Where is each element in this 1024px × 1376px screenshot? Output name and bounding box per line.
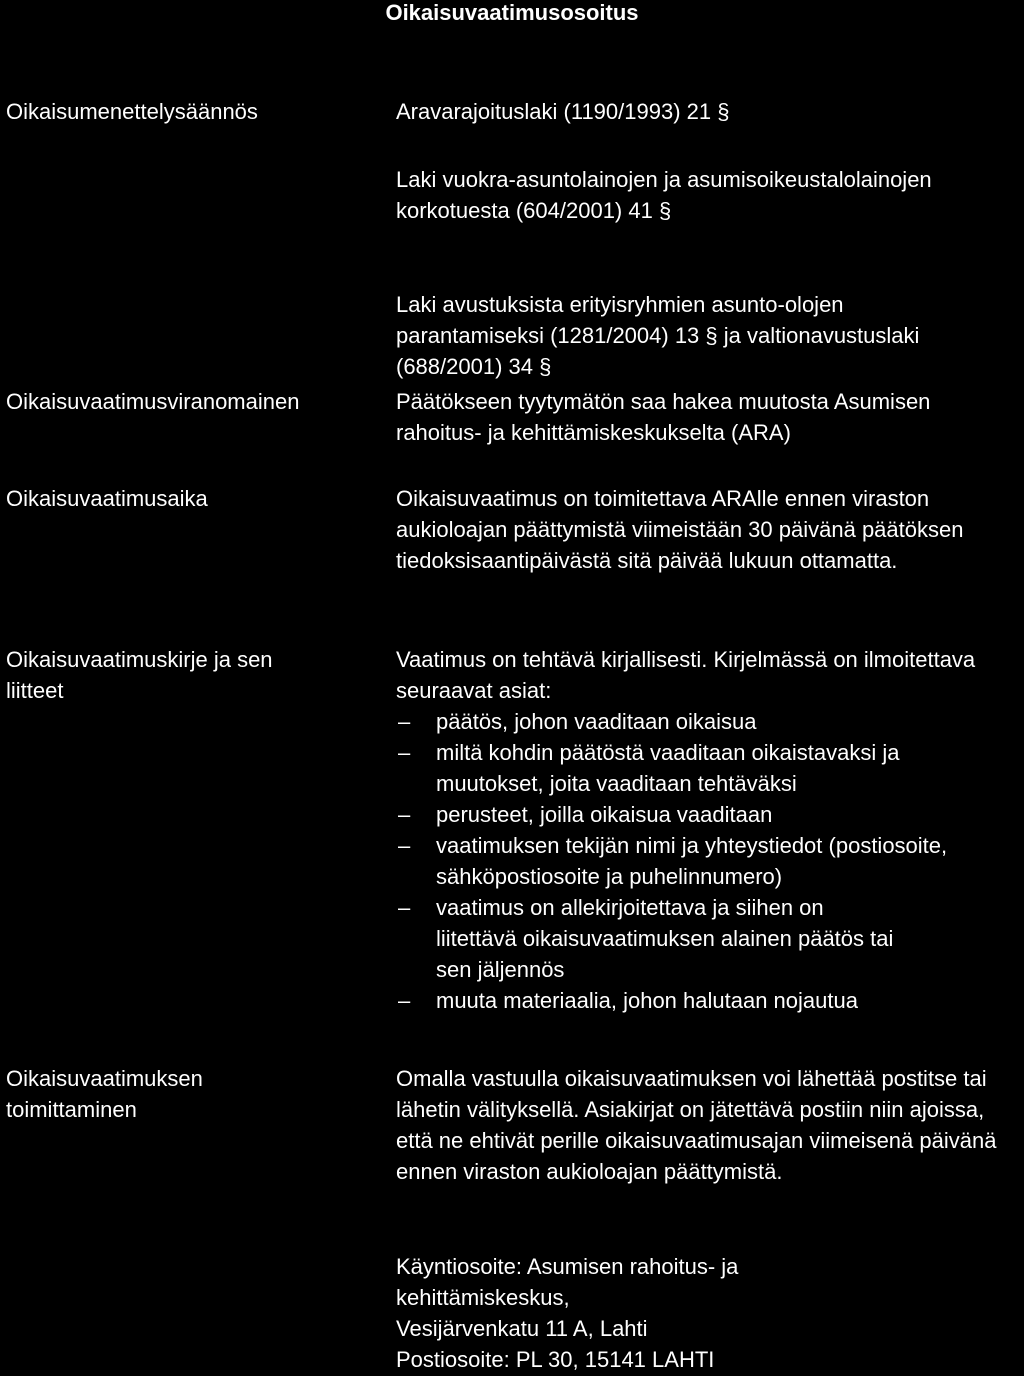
kirje-content	[396, 644, 996, 1016]
viranomainen-text: Päätökseen tyytymätön saa hakea muutosta Asumisen rahoitus- ja kehittämiskeskukselta (ARA)	[396, 389, 931, 445]
menettely-law-3: Laki avustuksista erityisryhmien asunto-olojen parantamiseksi (1281/2004) 13 § ja valtionavustuslaki (688/2001) 34 §	[396, 292, 920, 379]
address-line: Postiosoite: PL 30, 15141 LAHTI	[396, 1347, 715, 1372]
aika-text: Oikaisuvaatimus on toimitettava ARAlle ennen viraston aukioloajan päättymistä viimeistään 30 päivänä päätöksen tiedoksisaantipäivästä sitä päivää lukuun ottamatta.	[396, 486, 964, 573]
label-kirje: Oikaisuvaatimuskirje ja sen liitteet	[6, 647, 273, 703]
list-item: – miltä kohdin päätöstä vaaditaan oikaistavaksi ja muutokset, joita vaaditaan tehtäväksi	[396, 737, 996, 799]
label-aika: Oikaisuvaatimusaika	[6, 486, 208, 511]
address-block	[396, 1251, 1021, 1375]
label-toimittaminen: Oikaisuvaatimuksen toimittaminen	[6, 1066, 203, 1122]
list-item: – perusteet, joilla oikaisua vaaditaan	[396, 799, 996, 830]
label-viranomainen: Oikaisuvaatimusviranomainen	[6, 389, 300, 414]
address-line: Käyntiosoite: Asumisen rahoitus- ja	[396, 1254, 739, 1279]
menettely-law-1: Aravarajoituslaki (1190/1993) 21 §	[396, 99, 730, 124]
document-title: Oikaisuvaatimusosoitus	[385, 0, 639, 25]
list-item: – muuta materiaalia, johon halutaan nojautua	[396, 985, 996, 1016]
list-item: – päätös, johon vaaditaan oikaisua	[396, 706, 996, 737]
list-item: – vaatimuksen tekijän nimi ja yhteystiedot (postiosoite, sähköpostiosoite ja puhelinnumero)	[396, 830, 996, 892]
kirje-intro: Vaatimus on tehtävä kirjallisesti. Kirjelmässä on ilmoitettava seuraavat asiat:	[396, 647, 976, 703]
list-item: – vaatimus on allekirjoitettava ja siihen on liitettävä oikaisuvaatimuksen alainen päätös tai sen jäljennös	[396, 892, 996, 985]
label-menettely: Oikaisumenettelysäännös	[6, 99, 258, 124]
kirje-requirements-list	[396, 706, 996, 1016]
menettely-law-2: Laki vuokra-asuntolainojen ja asumisoikeustalolainojen korkotuesta (604/2001) 41 §	[396, 167, 932, 223]
address-line: kehittämiskeskus,	[396, 1285, 570, 1310]
address-line: Vesijärvenkatu 11 A, Lahti	[396, 1316, 648, 1341]
toimittaminen-text: Omalla vastuulla oikaisuvaatimuksen voi lähettää postitse tai lähetin välityksellä. Asiakirjat on jätettävä postiin niin ajoissa, että ne ehtivät perille oikaisuvaatimusajan viimeisenä päivänä ennen viraston aukioloajan päättymistä.	[396, 1066, 997, 1184]
